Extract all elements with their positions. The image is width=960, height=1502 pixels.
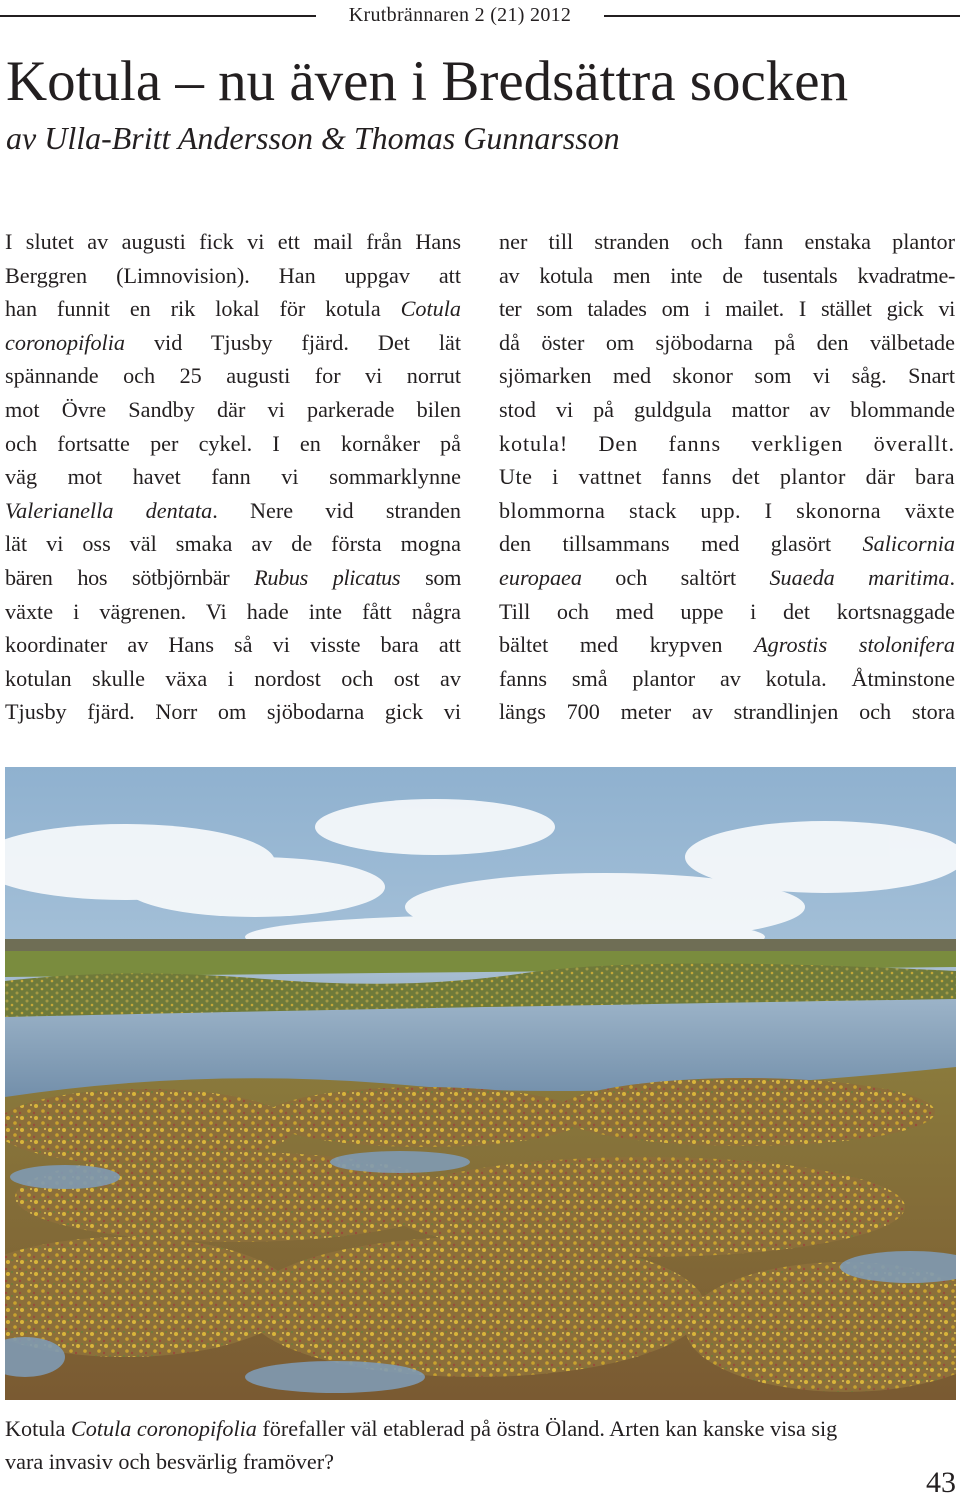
body-line: kotula! Den fanns verkligen överallt. xyxy=(499,430,955,456)
species-name: europaea xyxy=(499,564,582,590)
body-line: Valerianella dentata. Nere vid stranden xyxy=(5,497,461,523)
caption-line: Kotula Cotula coronopifolia förefaller väl etablerad på östra Öland. Arten kan kanske visa sig xyxy=(5,1416,838,1441)
body-line: bären hos sötbjörnbär Rubus plicatus som xyxy=(5,564,462,590)
body-line: bältet med krypven Agrostis stolonifera xyxy=(499,632,955,658)
species-name: Cotula coronopifolia xyxy=(70,1416,257,1441)
body-column-left xyxy=(5,225,461,729)
body-line: Till och med uppe i det kortsnaggade xyxy=(499,598,955,624)
page-number: 43 xyxy=(926,1466,956,1499)
body-line: Ute i vattnet fanns det plantor där bara xyxy=(499,464,955,490)
body-line: Berggren (Limnovision). Han uppgav att xyxy=(5,262,461,288)
body-line: stod vi på guldgula mattor av blommande xyxy=(499,396,955,422)
photo-illustration xyxy=(5,767,956,1400)
header-rule-right xyxy=(604,15,960,17)
species-name: Agrostis stolonifera xyxy=(754,632,955,658)
body-line: spännande och 25 augusti for vi norrut xyxy=(5,363,461,389)
body-line: lät vi oss väl smaka av de första mogna xyxy=(5,531,461,557)
body-line: den tillsammans med glasört Salicornia xyxy=(499,531,955,557)
body-line: fanns små plantor av kotula. Åtminstone xyxy=(499,665,955,691)
body-line: växte i vägrenen. Vi hade inte fått några xyxy=(5,598,461,624)
page-header xyxy=(0,2,960,28)
species-name: Salicornia xyxy=(862,531,955,557)
body-line: blommorna stack upp. I skonorna växte xyxy=(499,497,955,523)
body-line: kotulan skulle växa i nordost och ost av xyxy=(5,665,461,691)
body-line: ner till stranden och fann enstaka plantor xyxy=(499,229,955,254)
body-line: mot Övre Sandby där vi parkerade bilen xyxy=(5,396,461,422)
species-name: Rubus plicatus xyxy=(254,564,401,590)
body-line: sjömarken med skonor som vi såg. Snart xyxy=(499,363,955,389)
landscape-photo xyxy=(5,767,956,1400)
header-rule-left xyxy=(0,15,316,17)
body-line: koordinater av Hans så vi visste bara att xyxy=(5,632,461,658)
body-line: Tjusby fjärd. Norr om sjöbodarna gick vi xyxy=(5,699,461,725)
species-name: Cotula xyxy=(400,296,461,322)
body-line: han funnit en rik lokal för kotula Cotula xyxy=(5,296,461,322)
article-title: Kotula – nu även i Bredsättra socken xyxy=(6,50,849,113)
body-line: ter som talades om i mailet. I stället gick vi xyxy=(499,296,955,322)
caption-line: vara invasiv och besvärlig framöver? xyxy=(5,1449,334,1474)
species-name: coronopifolia xyxy=(5,329,125,355)
article-byline: av Ulla-Britt Andersson & Thomas Gunnarsson xyxy=(6,120,620,156)
body-line: längs 700 meter av strandlinjen och stora xyxy=(499,699,955,725)
body-line: väg mot havet fann vi sommarklynne xyxy=(5,464,461,490)
body-column-right xyxy=(499,225,955,729)
running-title: Krutbrännaren 2 (21) 2012 xyxy=(348,4,572,26)
photo-caption xyxy=(5,1412,956,1478)
body-line: då öster om sjöbodarna på den välbetade xyxy=(499,329,955,355)
body-line: europaea och saltört Suaeda maritima. xyxy=(499,564,955,590)
species-name: Suaeda maritima xyxy=(769,564,950,590)
body-line: och fortsatte per cykel. I en kornåker på xyxy=(5,430,461,456)
body-line: av kotula men inte de tusentals kvadratme- xyxy=(499,262,955,288)
body-line: coronopifolia vid Tjusby fjärd. Det lät xyxy=(5,329,461,355)
species-name: Valerianella dentata xyxy=(5,497,213,523)
body-line: I slutet av augusti fick vi ett mail från Hans xyxy=(5,229,461,254)
